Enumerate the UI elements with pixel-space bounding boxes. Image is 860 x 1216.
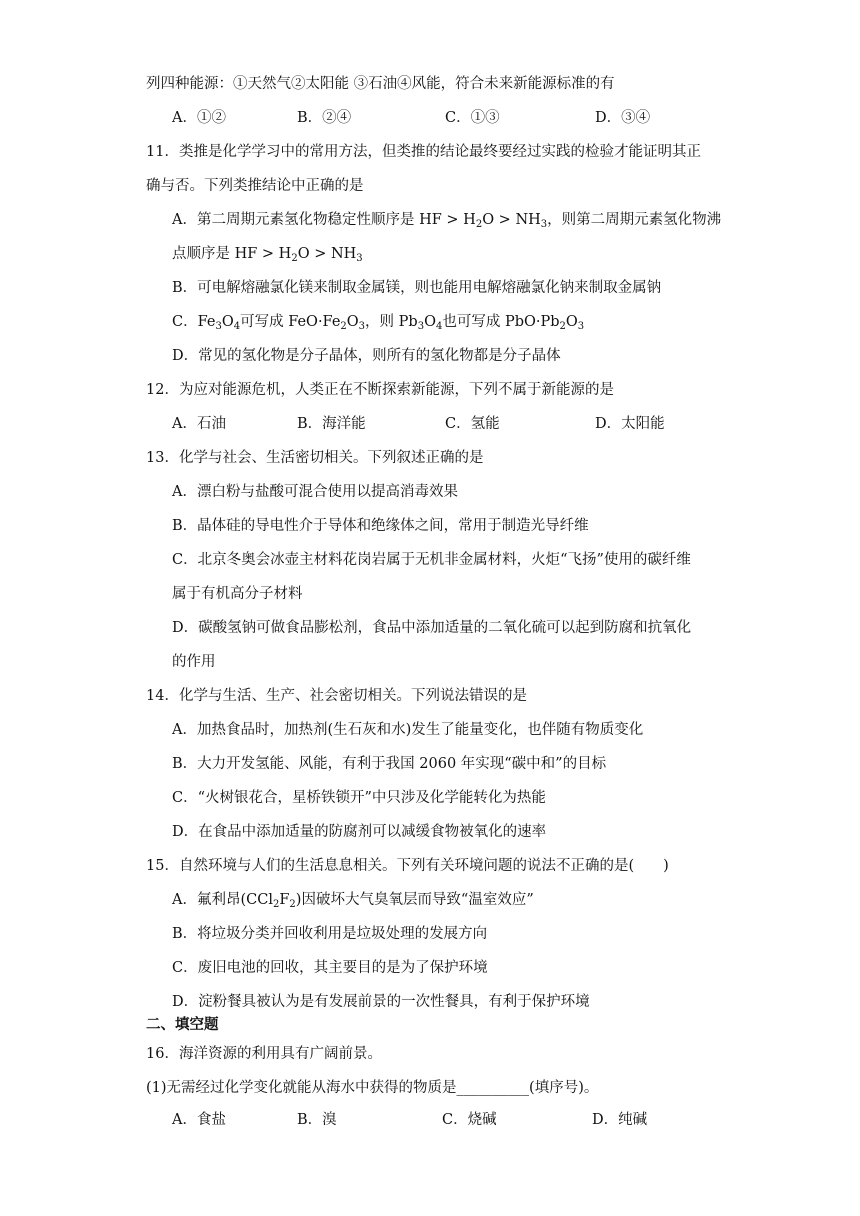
q10-option-b: B．②④	[297, 110, 352, 126]
q11-stem-line2: 确与否。下列类推结论中正确的是	[146, 178, 364, 194]
q16-options	[172, 1110, 800, 1130]
q13-option-c: C．北京冬奥会冰壶主材料花岗岩属于无机非金属材料，火炬“飞扬”使用的碳纤维	[172, 552, 691, 568]
q10-option-c: C．①③	[445, 110, 500, 126]
q15-option-c: C．废旧电池的回收，其主要目的是为了保护环境	[172, 960, 488, 976]
q13-option-c-continuation: 属于有机高分子材料	[172, 586, 303, 602]
q13-stem: 13．化学与社会、生活密切相关。下列叙述正确的是	[146, 450, 484, 466]
q14-option-d: D．在食品中添加适量的防腐剂可以减缓食物被氧化的速率	[172, 824, 547, 840]
q14-option-a: A．加热食品时，加热剂(生石灰和水)发生了能量变化，也伴随有物质变化	[172, 722, 644, 738]
section-heading-fill-in: 二、填空题	[146, 1016, 219, 1033]
q11-option-c: C．$Fe_3O_4$可写成 $FeO\cdot Fe_2O_3$，则 $Pb_3O_4$也可写成 $PbO\cdot Pb_2O_3$	[172, 314, 585, 332]
q15-option-a: A．氟利昂$(CCl_2F_2)$因破坏大气臭氧层而导致“温室效应”	[172, 892, 534, 910]
q11-option-d: D．常见的氢化物是分子晶体，则所有的氢化物都是分子晶体	[172, 348, 561, 364]
q13-option-a: A．漂白粉与盐酸可混合使用以提高消毒效果	[172, 484, 458, 500]
q13-option-d: D．碳酸氢钠可做食品膨松剂，食品中添加适量的二氧化硫可以起到防腐和抗氧化	[172, 620, 692, 636]
q15-option-b: B．将垃圾分类并回收利用是垃圾处理的发展方向	[172, 926, 488, 942]
q10-option-a: A．①②	[172, 110, 226, 126]
q16-option-d: D．纯碱	[592, 1112, 648, 1128]
q12-option-d: D．太阳能	[595, 416, 665, 432]
q15-option-d: D．淀粉餐具被认为是有发展前景的一次性餐具，有利于保护环境	[172, 994, 590, 1010]
q15-stem: 15．自然环境与人们的生活息息相关。下列有关环境问题的说法不正确的是( )	[146, 858, 669, 874]
q16-subquestion-1: (1)无需经过化学变化就能从海水中获得的物质是__________(填序号)。	[146, 1080, 599, 1096]
q16-option-b: B．溴	[297, 1112, 337, 1128]
q13-option-b: B．晶体硅的导电性介于导体和绝缘体之间，常用于制造光导纤维	[172, 518, 589, 534]
q11-option-b: B．可电解熔融氯化镁来制取金属镁，则也能用电解熔融氯化钠来制取金属钠	[172, 280, 662, 296]
q16-option-c: C．烧碱	[442, 1112, 497, 1128]
q14-option-b: B．大力开发氢能、风能，有利于我国 2060 年实现“碳中和”的目标	[172, 756, 607, 772]
q14-stem: 14．化学与生活、生产、社会密切相关。下列说法错误的是	[146, 688, 527, 704]
q14-option-c: C．“火树银花合，星桥铁锁开”中只涉及化学能转化为热能	[172, 790, 546, 806]
q13-option-d-continuation: 的作用	[172, 654, 216, 670]
q11-option-a: A．第二周期元素氢化物稳定性顺序是 HF > $H_2O > NH_3$，则第二周期元素氢化物沸	[172, 212, 722, 230]
q16-option-a: A．食盐	[172, 1112, 226, 1128]
q10-options	[172, 108, 800, 128]
q16-stem: 16．海洋资源的利用具有广阔前景。	[146, 1046, 382, 1062]
q12-stem: 12．为应对能源危机，人类正在不断探索新能源，下列不属于新能源的是	[146, 382, 614, 398]
q12-options	[172, 414, 800, 434]
q12-option-b: B．海洋能	[297, 416, 366, 432]
q11-stem-line1: 11．类推是化学学习中的常用方法，但类推的结论最终要经过实践的检验才能证明其正	[146, 144, 701, 160]
q10-stem-continuation: 列四种能源：①天然气②太阳能 ③石油④风能，符合未来新能源标准的有	[146, 76, 615, 92]
q10-option-d: D．③④	[595, 110, 651, 126]
q12-option-c: C．氢能	[445, 416, 500, 432]
q11-option-a-continuation: 点顺序是 HF > $H_2O > NH_3$	[172, 246, 363, 264]
q12-option-a: A．石油	[172, 416, 226, 432]
